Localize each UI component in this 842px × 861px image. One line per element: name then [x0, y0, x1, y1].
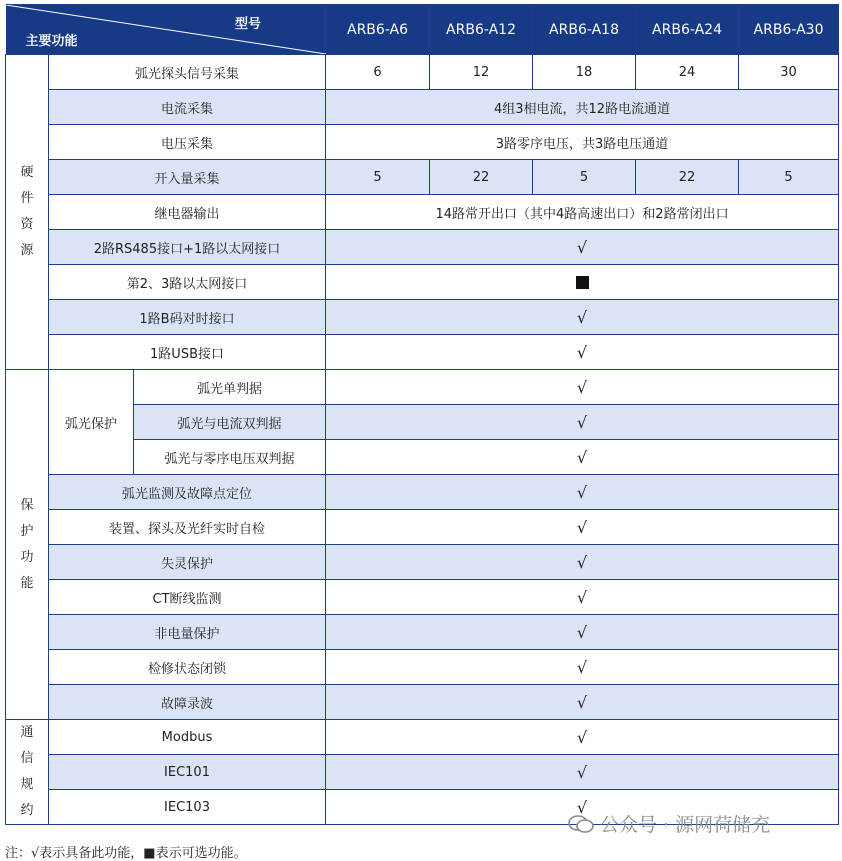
cell-value: 6 [326, 55, 430, 90]
row-label: 弧光监测及故障点定位 [49, 475, 326, 510]
check-mark: √ [326, 685, 839, 720]
check-mark: √ [326, 405, 839, 440]
header-function-label: 主要功能 [25, 34, 78, 49]
cell-value: 22 [430, 160, 533, 195]
model-a6: ARB6-A6 [326, 5, 430, 55]
model-a12: ARB6-A12 [430, 5, 533, 55]
row-label: 电压采集 [49, 125, 326, 160]
cell-value: 4组3相电流，共12路电流通道 [326, 90, 839, 125]
check-mark: √ [326, 510, 839, 545]
subcategory-arc-protection: 弧光保护 [49, 370, 134, 475]
row-label: 2路RS485接口+1路以太网接口 [49, 230, 326, 265]
row-label: 弧光探头信号采集 [49, 55, 326, 90]
check-mark: √ [326, 335, 839, 370]
row-label: 电流采集 [49, 90, 326, 125]
table-row [6, 125, 839, 160]
row-label: 弧光与电流双判据 [134, 405, 326, 440]
row-label: 1路USB接口 [49, 335, 326, 370]
cell-value: 14路常开出口（其中4路高速出口）和2路常闭出口 [326, 195, 839, 230]
table-row [6, 90, 839, 125]
check-mark: √ [326, 720, 839, 755]
category-protocol: 通 信 规 约 [6, 720, 49, 825]
header-row [6, 5, 839, 55]
row-label: 第2、3路以太网接口 [49, 265, 326, 300]
check-mark: √ [326, 370, 839, 405]
cell-value: 30 [739, 55, 839, 90]
table-row [6, 650, 839, 685]
row-label: 弧光单判据 [134, 370, 326, 405]
check-mark: √ [326, 755, 839, 790]
table-row [6, 195, 839, 230]
row-label: CT断线监测 [49, 580, 326, 615]
check-mark: √ [326, 300, 839, 335]
check-mark: √ [326, 615, 839, 650]
check-mark: √ [326, 790, 839, 825]
row-label: 装置、探头及光纤实时自检 [49, 510, 326, 545]
table-row [6, 265, 839, 300]
spec-table [5, 4, 839, 825]
check-mark: √ [326, 440, 839, 475]
table-row [6, 580, 839, 615]
check-mark: √ [326, 580, 839, 615]
model-a24: ARB6-A24 [636, 5, 739, 55]
footnote: 注：√表示具备此功能，■表示可选功能。 [5, 846, 247, 861]
table-row [6, 615, 839, 650]
table-row [6, 230, 839, 265]
category-protection: 保 护 功 能 [6, 370, 49, 720]
watermark-text: 公众号 · 源网荷储充 [600, 814, 771, 836]
cell-value: 5 [533, 160, 636, 195]
row-label: 继电器输出 [49, 195, 326, 230]
row-label: 失灵保护 [49, 545, 326, 580]
check-mark: √ [326, 475, 839, 510]
optional-square-icon [576, 276, 589, 289]
header-corner [6, 5, 326, 55]
row-label: 故障录波 [49, 685, 326, 720]
model-a18: ARB6-A18 [533, 5, 636, 55]
cell-value: 5 [326, 160, 430, 195]
header-model-label: 型号 [235, 17, 262, 32]
row-label: 开入量采集 [49, 160, 326, 195]
cell-value: 5 [739, 160, 839, 195]
table-row [6, 335, 839, 370]
optional-cell [326, 265, 839, 300]
model-a30: ARB6-A30 [739, 5, 839, 55]
table-row [6, 475, 839, 510]
row-label: 1路B码对时接口 [49, 300, 326, 335]
check-mark: √ [326, 230, 839, 265]
table-row [6, 720, 839, 755]
cell-value: 24 [636, 55, 739, 90]
table-row [6, 755, 839, 790]
table-row [6, 370, 839, 405]
row-label: IEC101 [49, 755, 326, 790]
cell-value: 12 [430, 55, 533, 90]
cell-value: 18 [533, 55, 636, 90]
table-row [6, 545, 839, 580]
chat-bubble-icon [568, 814, 594, 834]
table-row [6, 685, 839, 720]
cell-value: 22 [636, 160, 739, 195]
watermark [568, 810, 770, 837]
row-label: 检修状态闭锁 [49, 650, 326, 685]
table-row [6, 160, 839, 195]
cell-value: 3路零序电压，共3路电压通道 [326, 125, 839, 160]
row-label: 弧光与零序电压双判据 [134, 440, 326, 475]
row-label: 非电量保护 [49, 615, 326, 650]
table-row [6, 300, 839, 335]
category-hardware: 硬 件 资 源 [6, 55, 49, 370]
row-label: IEC103 [49, 790, 326, 825]
check-mark: √ [326, 650, 839, 685]
row-label: Modbus [49, 720, 326, 755]
table-row [6, 510, 839, 545]
table-row [6, 55, 839, 90]
check-mark: √ [326, 545, 839, 580]
